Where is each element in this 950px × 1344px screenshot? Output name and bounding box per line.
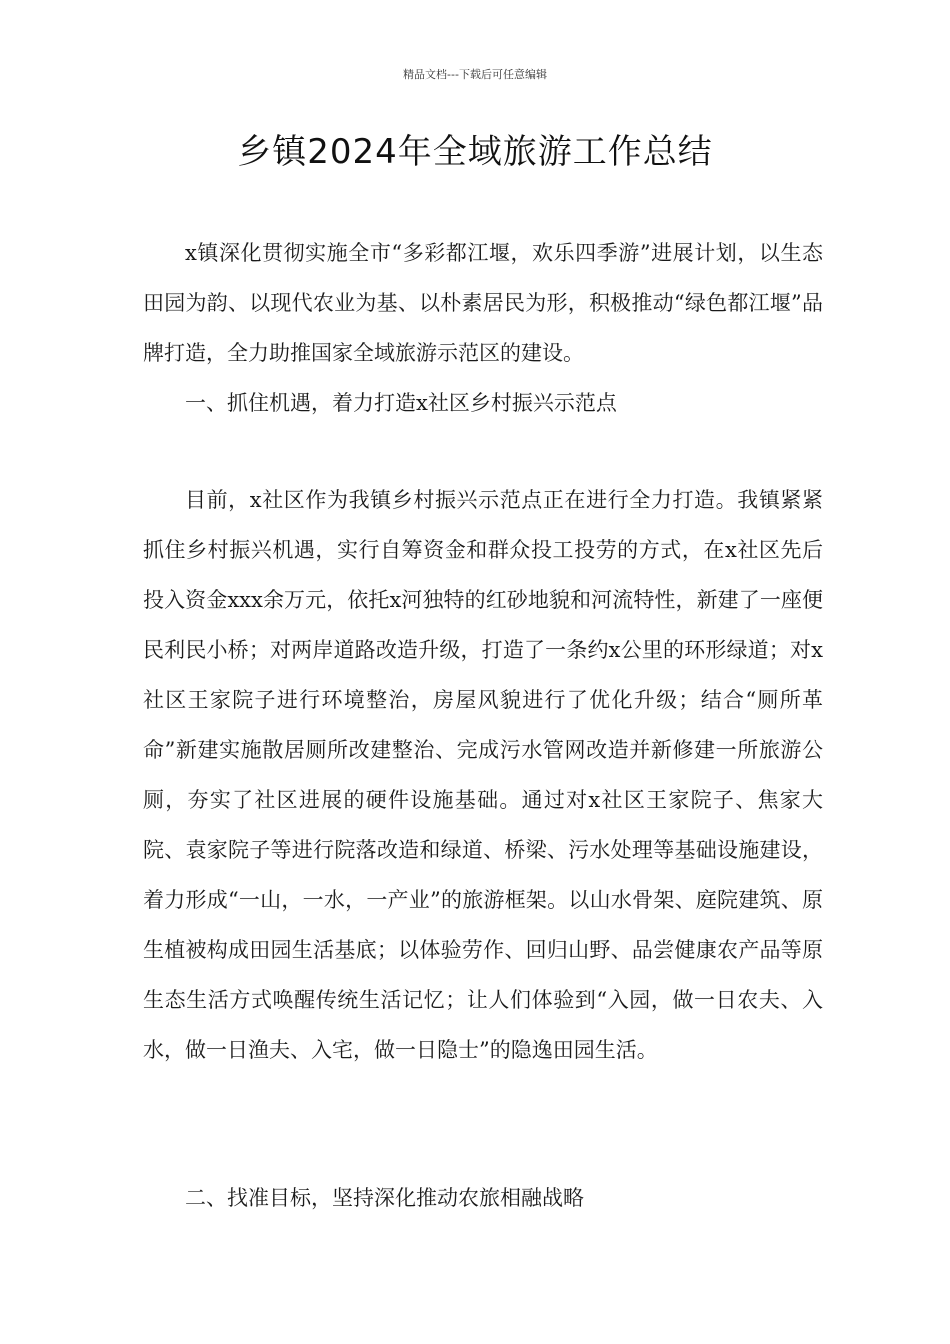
section-2-heading: 二、找准目标，坚持深化推动农旅相融战略 [185, 1186, 584, 1210]
section-1-block [143, 475, 823, 1075]
header-note: 精品文档---下载后可任意编辑 [403, 68, 547, 81]
intro-block [143, 228, 823, 428]
section-2-block [143, 1173, 823, 1223]
section-1-heading: 一、抓住机遇，着力打造x社区乡村振兴示范点 [185, 391, 617, 415]
section-1-paragraph: 目前，x社区作为我镇乡村振兴示范点正在进行全力打造。我镇紧紧抓住乡村振兴机遇，实行自筹资金和群众投工投劳的方式，在x社区先后投入资金xxx余万元，依托x河独特的红砂地貌和河流特性，新建了一座便民利民小桥；对两岸道路改造升级，打造了一条约x公里的环形绿道；对x社区王家院子进行环境整治，房屋风貌进行了优化升级；结合“厕所革命”新建实施散居厕所改建整治、完成污水管网改造并新修建一所旅游公厕，夯实了社区进展的硬件设施基础。通过对x社区王家院子、焦家大院、袁家院子等进行院落改造和绿道、桥梁、污水处理等基础设施建设，着力形成“一山，一水，一产业”的旅游框架。以山水骨架、庭院建筑、原生植被构成田园生活基底；以体验劳作、回归山野、品尝健康农产品等原生态生活方式唤醒传统生活记忆；让人们体验到“入园，做一日农夫、入水，做一日渔夫、入宅，做一日隐士”的隐逸田园生活。 [143, 488, 823, 1062]
document-title: 乡镇2024年全域旅游工作总结 [237, 132, 713, 172]
intro-paragraph: x镇深化贯彻实施全市“多彩都江堰，欢乐四季游”进展计划，以生态田园为韵、以现代农业为基、以朴素居民为形，积极推动“绿色都江堰”品牌打造，全力助推国家全域旅游示范区的建设。 [143, 241, 823, 365]
